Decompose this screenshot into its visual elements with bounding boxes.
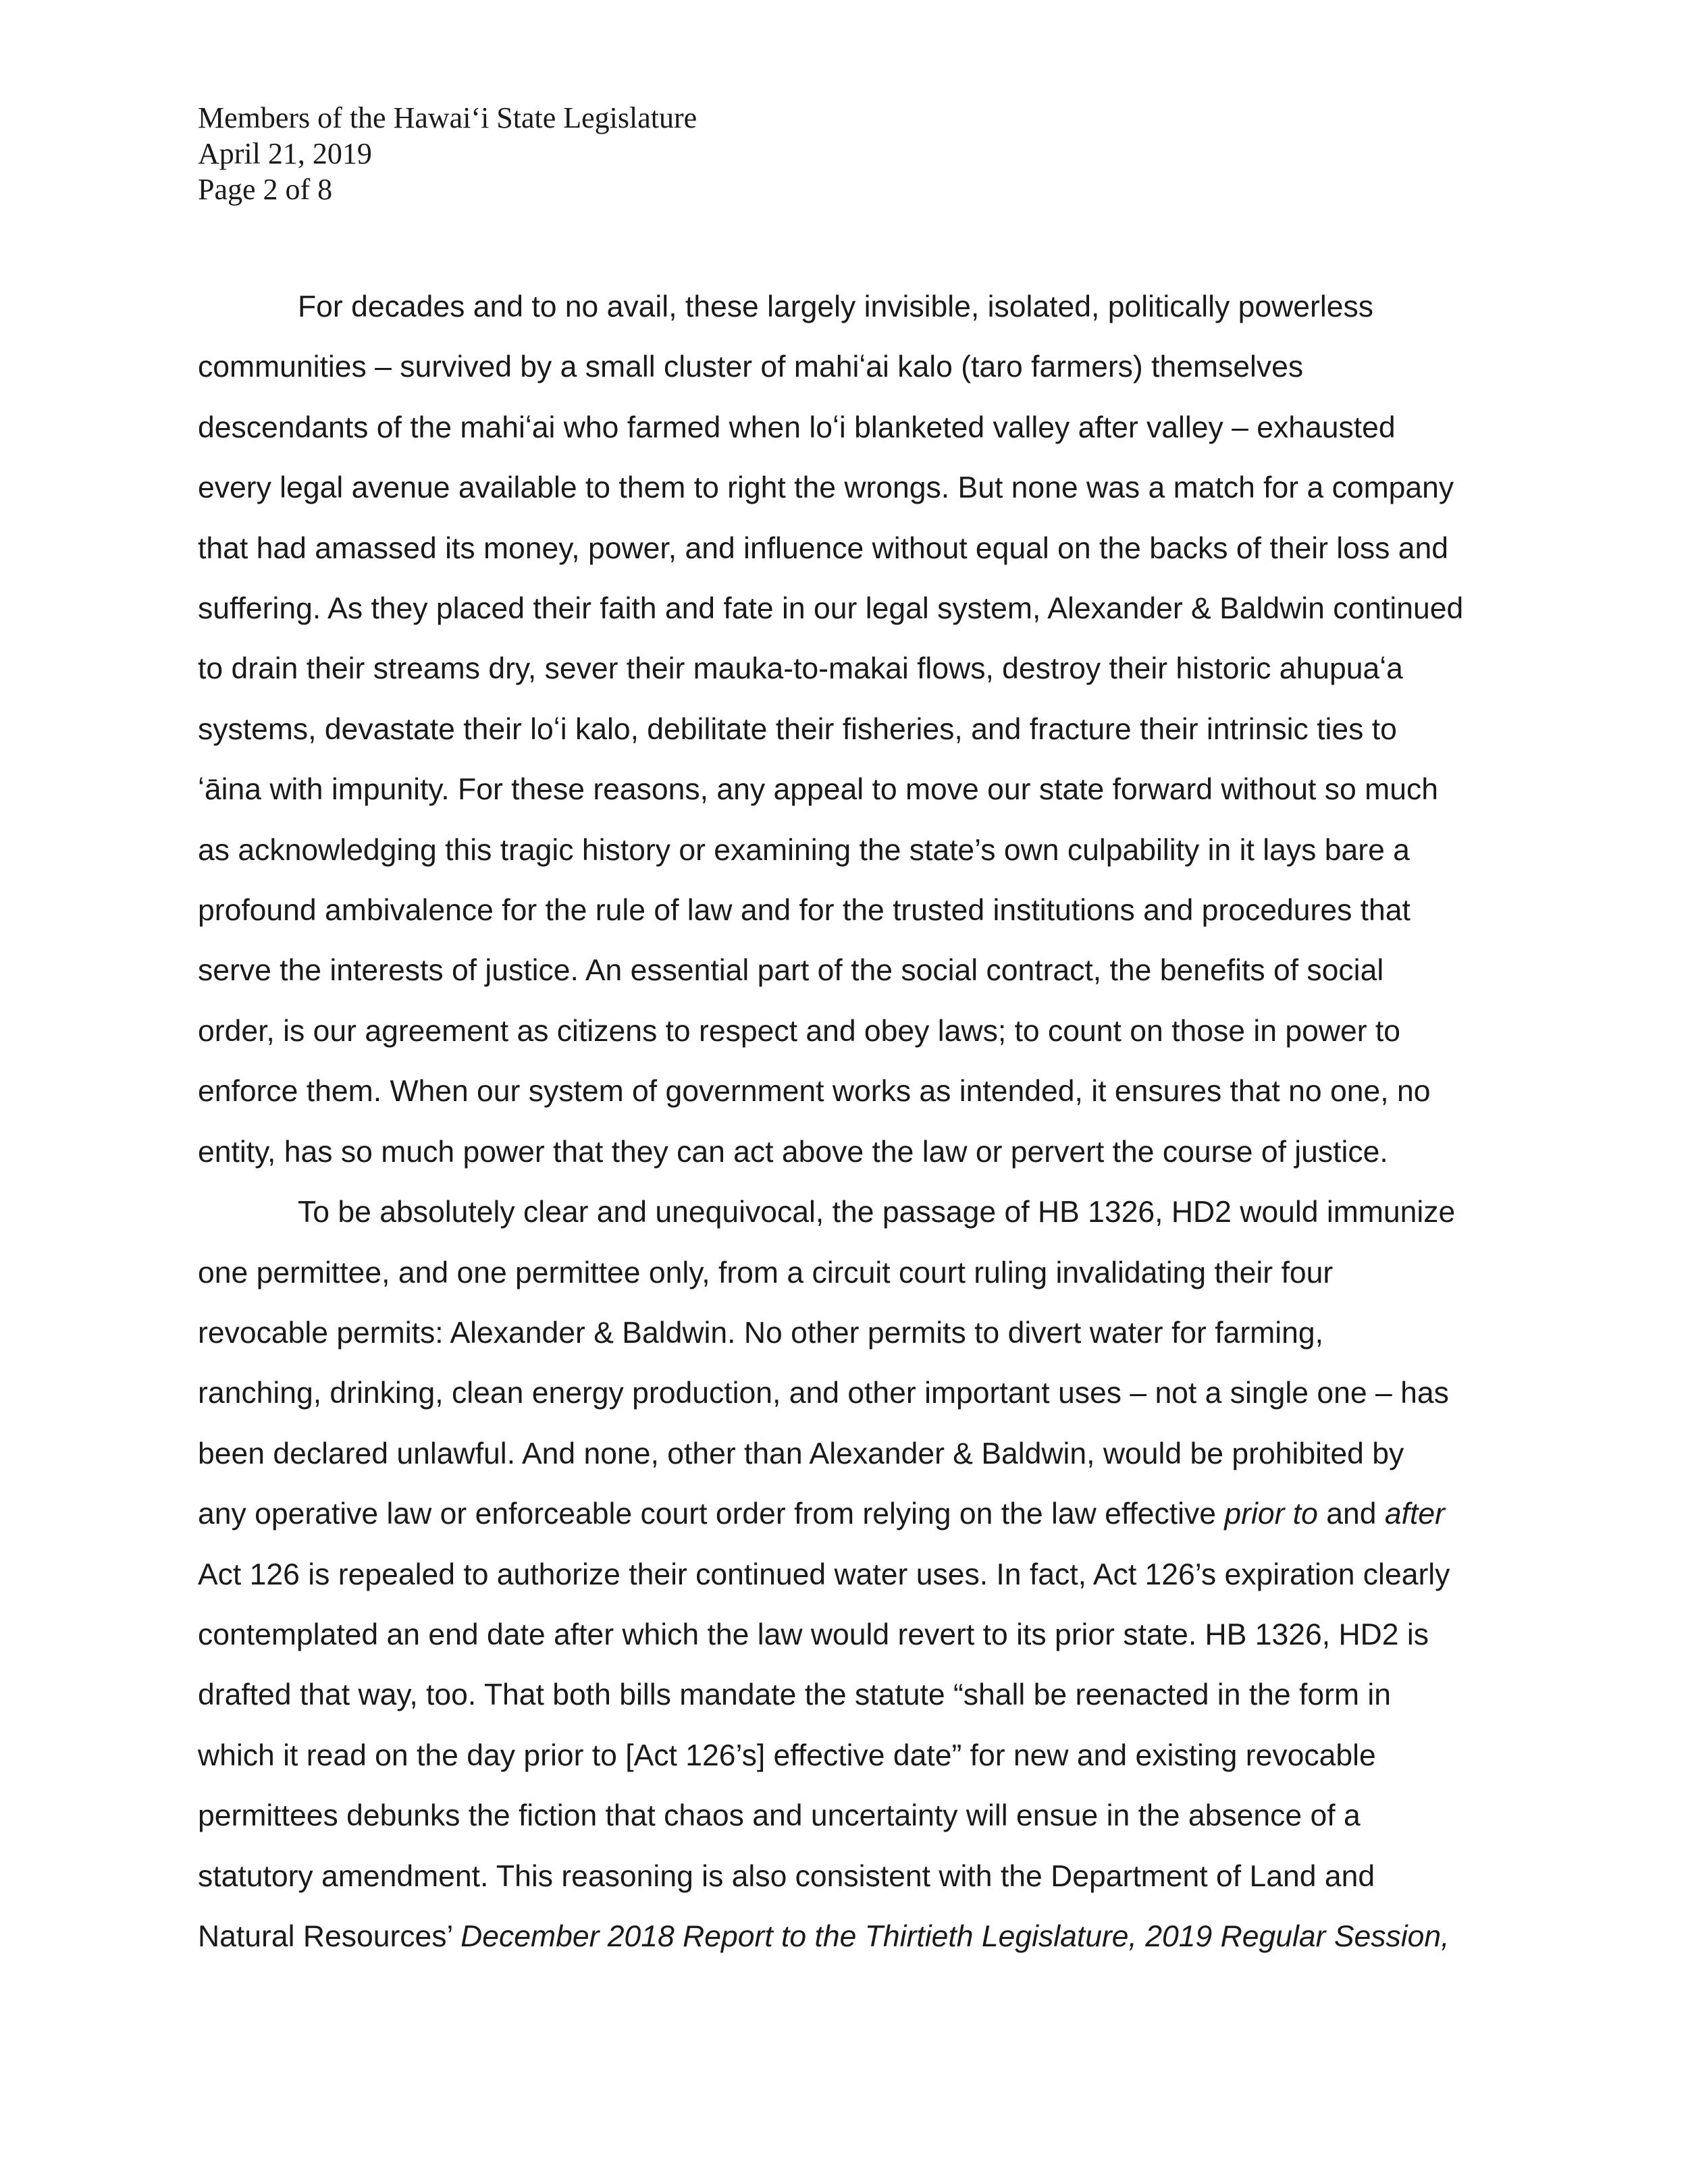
letter-header	[198, 100, 697, 207]
paragraph-2-line-1: To be absolutely clear and unequivocal, the passage of HB 1326, HD2 would immunize	[298, 1196, 1456, 1229]
paragraph-1-line-4: every legal avenue available to them to right the wrongs. But none was a match for a company	[198, 471, 1454, 505]
paragraph-2-line-5: been declared unlawful. And none, other than Alexander & Baldwin, would be prohibited by	[198, 1437, 1404, 1470]
emphasis-prior-to: prior to	[1224, 1497, 1318, 1531]
paragraph-2	[198, 1182, 1494, 1967]
page-number: Page 2 of 8	[198, 173, 333, 206]
paragraph-2-line-2: one permittee, and one permittee only, from a circuit court ruling invalidating their four	[198, 1256, 1334, 1289]
paragraph-1-line-8: systems, devastate their loʻi kalo, debilitate their fisheries, and fracture their intrinsic ties to	[198, 712, 1397, 746]
paragraph-1-line-7: to drain their streams dry, sever their mauka-to-makai flows, destroy their historic ahupuaʻa	[198, 652, 1403, 686]
paragraph-1-line-13: order, is our agreement as citizens to respect and obey laws; to count on those in power to	[198, 1014, 1400, 1048]
paragraph-1-line-15: entity, has so much power that they can act above the law or pervert the course of justice.	[198, 1135, 1388, 1169]
emphasis-after: after	[1384, 1497, 1445, 1531]
paragraph-2-line-4: ranching, drinking, clean energy production, and other important uses – not a single one – has	[198, 1377, 1449, 1410]
paragraph-2-line-11: permittees debunks the fiction that chaos and uncertainty will ensue in the absence of a	[198, 1799, 1361, 1833]
paragraph-2-line-10: which it read on the day prior to [Act 126’s] effective date” for new and existing revocable	[198, 1738, 1376, 1772]
paragraph-2-line-7: Act 126 is repealed to authorize their continued water uses. In fact, Act 126’s expiration clearly	[198, 1557, 1450, 1591]
paragraph-1-line-3: descendants of the mahiʻai who farmed when loʻi blanketed valley after valley – exhausted	[198, 410, 1396, 444]
paragraph-1-line-6: suffering. As they placed their faith and fate in our legal system, Alexander & Baldwin continued	[198, 592, 1464, 626]
paragraph-1-line-1: For decades and to no avail, these largely invisible, isolated, politically powerless	[298, 290, 1373, 323]
paragraph-1	[198, 277, 1494, 1182]
line-13-text: Natural Resources’	[198, 1919, 461, 1953]
paragraph-1-line-11: profound ambivalence for the rule of law and for the trusted institutions and procedures that	[198, 894, 1410, 928]
paragraph-2-line-3: revocable permits: Alexander & Baldwin. No other permits to divert water for farming,	[198, 1316, 1323, 1350]
paragraph-1-line-10: as acknowledging this tragic history or examining the state’s own culpability in it lays bare a	[198, 833, 1410, 867]
paragraph-1-line-14: enforce them. When our system of government works as intended, it ensures that no one, no	[198, 1075, 1431, 1109]
paragraph-1-line-12: serve the interests of justice. An essential part of the social contract, the benefits of social	[198, 954, 1384, 988]
recipient-line: Members of the Hawaiʻi State Legislature	[198, 101, 697, 134]
paragraph-2-line-9: drafted that way, too. That both bills mandate the statute “shall be reenacted in the form in	[198, 1678, 1392, 1712]
date-line: April 21, 2019	[198, 137, 372, 170]
paragraph-1-line-5: that had amassed its money, power, and influence without equal on the backs of their loss and	[198, 531, 1449, 565]
paragraph-2-line-8: contemplated an end date after which the law would revert to its prior state. HB 1326, HD2 is	[198, 1618, 1429, 1651]
emphasis-report-title: December 2018 Report to the Thirtieth Legislature, 2019 Regular Session,	[460, 1919, 1450, 1953]
letter-body	[198, 277, 1494, 1967]
line-6-text-b: and	[1317, 1497, 1385, 1531]
line-6-text-a: any operative law or enforceable court order from relying on the law effective	[198, 1497, 1225, 1531]
paragraph-1-line-2: communities – survived by a small cluster of mahiʻai kalo (taro farmers) themselves	[198, 350, 1304, 384]
paragraph-2-line-12: statutory amendment. This reasoning is also consistent with the Department of Land and	[198, 1859, 1375, 1893]
paragraph-1-line-9: ʻāina with impunity. For these reasons, any appeal to move our state forward without so much	[198, 773, 1438, 807]
paragraph-2-line-6	[98, 1484, 1494, 1544]
paragraph-2-line-13	[98, 1907, 1494, 1967]
